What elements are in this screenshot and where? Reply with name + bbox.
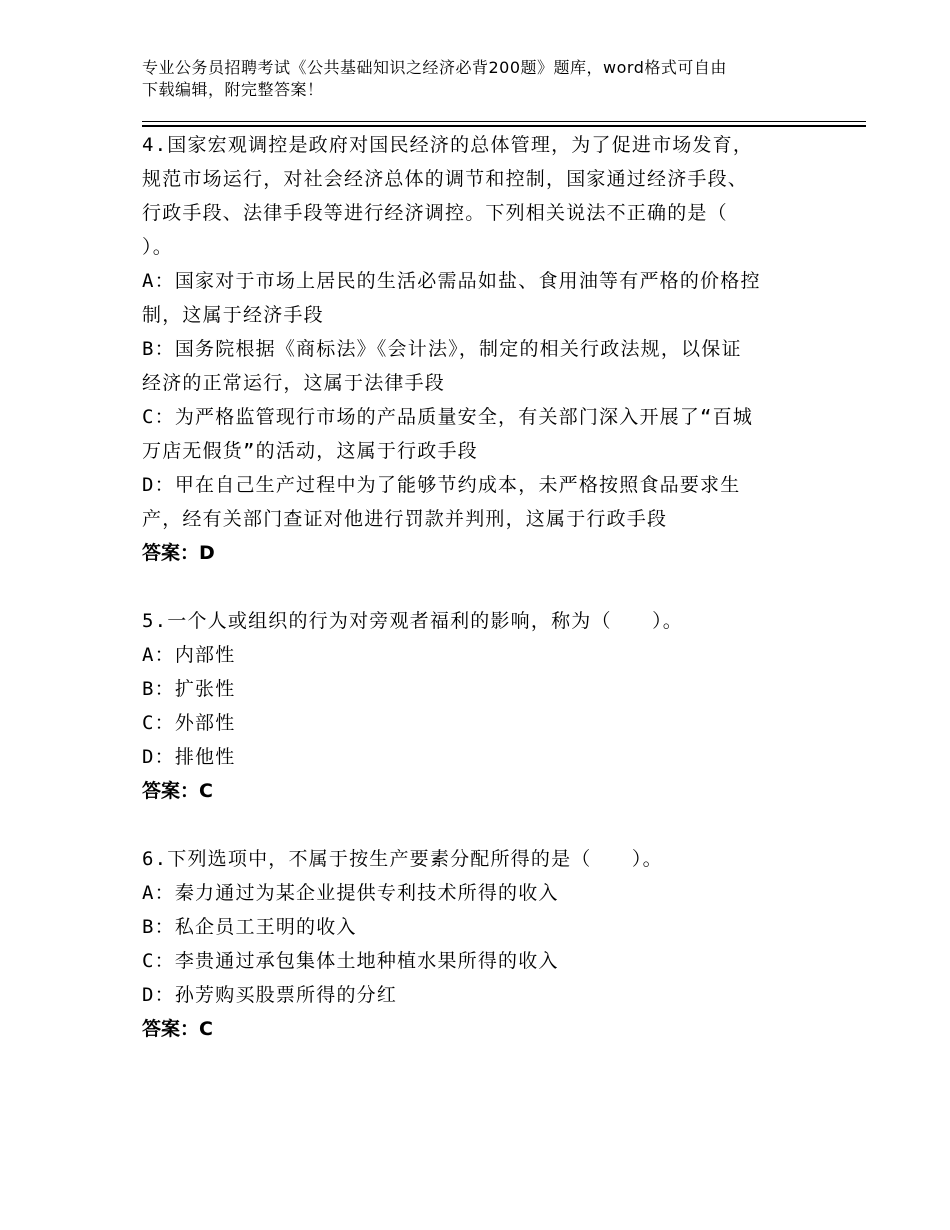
spacer	[142, 570, 822, 604]
option-b-line: 经济的正常运行，这属于法律手段	[142, 372, 446, 394]
header-line-2: 下载编辑，附完整答案！	[142, 80, 324, 99]
spacer	[142, 808, 822, 842]
answer-label: 答案：C	[142, 1018, 213, 1040]
option-a-line: A：秦力通过为某企业提供专利技术所得的收入	[142, 882, 559, 904]
question-stem-line: ）。	[142, 236, 173, 258]
question-list	[142, 128, 822, 1046]
option-c-line: C：外部性	[142, 712, 236, 734]
question-stem-line: 6.下列选项中，不属于按生产要素分配所得的是（ ）。	[142, 848, 663, 870]
option-d-line: D：甲在自己生产过程中为了能够节约成本，未严格按照食品要求生	[142, 474, 741, 496]
question-5	[142, 604, 822, 808]
option-c-line: 万店无假货”的活动，这属于行政手段	[142, 440, 478, 462]
question-4	[142, 128, 822, 570]
option-a-line: A：内部性	[142, 644, 236, 666]
answer-label: 答案：C	[142, 780, 213, 802]
answer-label: 答案：D	[142, 542, 215, 564]
header-rule-thick	[142, 125, 866, 127]
question-stem-line: 4.国家宏观调控是政府对国民经济的总体管理，为了促进市场发育，	[142, 134, 754, 156]
option-d-line: D：孙芳购买股票所得的分红	[142, 984, 398, 1006]
option-c-line: C：为严格监管现行市场的产品质量安全，有关部门深入开展了“百城	[142, 406, 754, 428]
question-6	[142, 842, 822, 1046]
question-stem-line: 行政手段、法律手段等进行经济调控。下列相关说法不正确的是（	[142, 202, 728, 224]
document-header	[142, 57, 822, 101]
option-a-line: A：国家对于市场上居民的生活必需品如盐、食用油等有严格的价格控	[142, 270, 761, 292]
question-stem-line: 5.一个人或组织的行为对旁观者福利的影响，称为（ ）。	[142, 610, 683, 632]
option-b-line: B：私企员工王明的收入	[142, 916, 357, 938]
option-d-line: D：排他性	[142, 746, 236, 768]
question-stem-line: 规范市场运行，对社会经济总体的调节和控制，国家通过经济手段、	[142, 168, 749, 190]
header-line-1: 专业公务员招聘考试《公共基础知识之经济必背200题》题库，word格式可自由	[142, 58, 727, 77]
option-b-line: B：扩张性	[142, 678, 236, 700]
option-b-line: B：国务院根据《商标法》《会计法》，制定的相关行政法规，以保证	[142, 338, 742, 360]
option-d-line: 产，经有关部门查证对他进行罚款并判刑，这属于行政手段	[142, 508, 668, 530]
option-a-line: 制，这属于经济手段	[142, 304, 324, 326]
header-rule-thin	[142, 121, 866, 122]
option-c-line: C：李贵通过承包集体土地种植水果所得的收入	[142, 950, 559, 972]
